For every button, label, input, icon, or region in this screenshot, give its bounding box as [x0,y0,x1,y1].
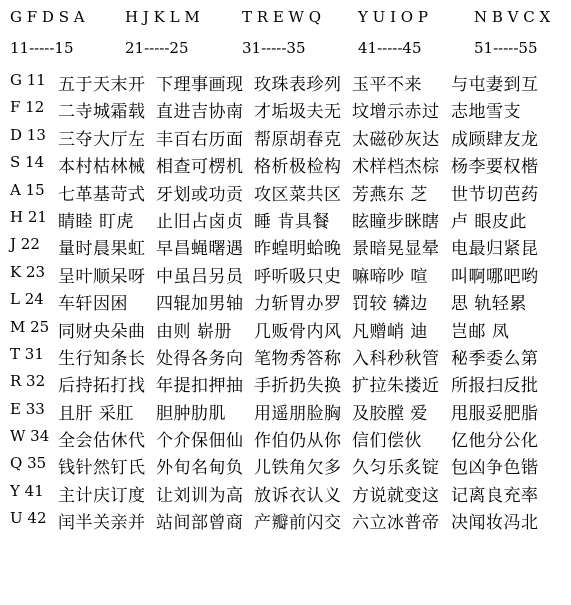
header-letters-3: T R E W Q [242,8,322,26]
row-cell: 由则 崭册 [156,321,232,342]
table-row [0,68,571,95]
row-cell: 五于天末开 [58,75,146,95]
row-cell: 年提扣押抽 [156,376,244,397]
row-key: G 11 [10,71,46,89]
row-cell: 丰百右历面 [156,129,244,150]
row-cell: 本村枯林械 [58,157,146,178]
row-cell: 六立冰普帝 [352,513,440,534]
row-cell: 扩拉朱搂近 [352,376,440,397]
row-key: Y 41 [10,481,44,500]
row-cell: 玉平不来 [352,75,422,95]
table-row [0,315,571,342]
row-cell: 七革基苛式 [58,184,146,205]
row-cell: 作伯仍从你 [254,431,342,452]
row-cell: 生行知条长 [58,348,146,369]
row-cell: 二寺城霜载 [58,102,146,123]
row-cell: 所报扫反批 [451,376,539,397]
row-cell: 坟增示赤过 [352,102,440,123]
row-cell: 岂邮 凤 [451,321,510,342]
row-cell: 牙划或功贡 [156,184,244,205]
row-key: F 12 [10,98,45,117]
header-range-3: 31-----35 [242,39,306,57]
row-cell: 景暗晃显晕 [352,239,440,260]
row-cell: 处得各务向 [156,348,244,369]
row-cell: 太磁砂灰达 [352,129,440,150]
row-cell: 罚较 辚边 [352,294,428,315]
row-cell: 帮原胡春克 [254,129,342,150]
row-cell: 杨李要权楷 [451,157,539,178]
row-cell: 呼听吸只史 [254,266,342,287]
row-cell: 玫珠表珍列 [254,75,342,95]
table-row [0,260,571,287]
header-range-1: 11-----15 [10,39,74,57]
row-cell: 亿他分公化 [451,431,539,452]
header-range-2: 21-----25 [125,39,189,57]
row-key: T 31 [10,344,44,363]
row-cell: 几贩骨内风 [254,321,342,342]
header-letters-1: G F D S A [10,8,85,26]
header-letters-2: H J K L M [125,8,200,26]
row-cell: 四辊加男轴 [156,294,244,315]
row-cell: 中虽吕另员 [156,266,244,287]
row-key: W 34 [10,427,50,446]
row-cell: 叫啊哪吧哟 [451,266,539,287]
table-row [0,205,571,232]
row-cell: 攻区菜共区 [254,184,342,205]
row-key: U 42 [10,509,47,528]
row-cell: 及胶膛 爱 [352,403,428,424]
row-cell: 且肝 采肛 [58,403,134,424]
row-cell: 放诉衣认义 [254,485,342,506]
header-range-5: 51-----55 [474,39,538,57]
row-cell: 站间部曾商 [156,513,244,534]
row-cell: 全会估休代 [58,431,146,452]
row-cell: 睡 肯具餐 [254,211,330,232]
row-key: A 15 [10,180,45,199]
row-cell: 后持拓打找 [58,376,146,397]
row-cell: 久匀乐炙锭 [352,458,440,479]
table-row [0,232,571,259]
table-row [0,123,571,150]
row-cell: 睛睦 盯虎 [58,211,134,232]
table-row [0,150,571,177]
table-row [0,506,571,533]
row-cell: 包凶争色锴 [451,458,539,479]
row-cell: 个介保佃仙 [156,431,244,452]
row-key: K 23 [10,262,46,281]
row-cell: 胆肿肋肌 [156,403,226,424]
table-row [0,342,571,369]
row-key: D 13 [10,125,46,144]
table-row [0,287,571,314]
row-key: L 24 [10,290,44,309]
row-cell: 术样档杰棕 [352,157,440,178]
row-cell: 早昌蝇曙遇 [156,239,244,260]
header [0,0,571,66]
row-cell: 格析极检构 [254,157,342,178]
row-key: H 21 [10,207,47,226]
row-key: M 25 [10,317,50,336]
row-cell: 力斩胃办罗 [254,294,342,315]
row-cell: 儿铁角欠多 [254,458,342,479]
header-letters-5: N B V C X [474,8,551,26]
row-cell: 卢 眼皮此 [451,211,527,232]
row-cell: 用遥朋脸胸 [254,403,342,424]
row-cell: 凡赠峭 迪 [352,321,428,342]
row-cell: 呈叶顺呆呀 [58,266,146,287]
header-range-4: 41-----45 [358,39,422,57]
row-key: E 33 [10,399,45,418]
row-cell: 芳燕东 芝 [352,184,428,205]
row-cell: 与屯妻到互 [451,75,539,95]
table-row [0,369,571,396]
row-cell: 眩瞳步眯瞎 [352,211,440,232]
row-key: J 22 [10,235,40,254]
table-row [0,397,571,424]
table-row [0,479,571,506]
row-cell: 决闻妆冯北 [451,513,539,534]
row-cell: 产瓣前闪交 [254,513,342,534]
character-table [0,68,571,534]
row-key: S 14 [10,153,45,172]
row-cell: 秘季委么第 [451,348,539,369]
row-cell: 车轩因困 [58,294,128,315]
row-cell: 笔物秀答称 [254,348,342,369]
row-cell: 让刘训为高 [156,485,244,506]
table-row [0,451,571,478]
row-cell: 世节切芭药 [451,184,539,205]
table-row [0,424,571,451]
row-cell: 才垢圾夫无 [254,102,342,123]
row-cell: 同财央朵曲 [58,321,146,342]
row-cell: 钱针然钉氏 [58,458,146,479]
row-cell: 闰半关亲并 [58,513,146,534]
row-cell: 三夺大厅左 [58,129,146,150]
table-row [0,95,571,122]
row-cell: 甩服妥肥脂 [451,403,539,424]
row-cell: 方说就变这 [352,485,440,506]
row-cell: 外旬名甸负 [156,458,244,479]
row-cell: 志地雪支 [451,102,521,123]
row-cell: 量时晨果虹 [58,239,146,260]
row-cell: 成顾肆友龙 [451,129,539,150]
table-row [0,178,571,205]
row-cell: 相查可楞机 [156,157,244,178]
row-cell: 主计庆订度 [58,485,146,506]
row-key: R 32 [10,372,46,391]
row-cell: 思 轨轻累 [451,294,527,315]
row-cell: 记离良充率 [451,485,539,506]
row-cell: 直进吉协南 [156,102,244,123]
row-cell: 入科秒秋管 [352,348,440,369]
row-key: Q 35 [10,454,47,473]
row-cell: 昨蝗明蛤晚 [254,239,342,260]
row-cell: 信们偿伙 [352,431,422,452]
row-cell: 止旧占卤贞 [156,211,244,232]
row-cell: 手折扔失换 [254,376,342,397]
header-letters-4: Y U I O P [358,8,428,26]
row-cell: 下理事画现 [156,75,244,95]
row-cell: 嘛啼吵 喧 [352,266,428,287]
row-cell: 电最归紧昆 [451,239,539,260]
